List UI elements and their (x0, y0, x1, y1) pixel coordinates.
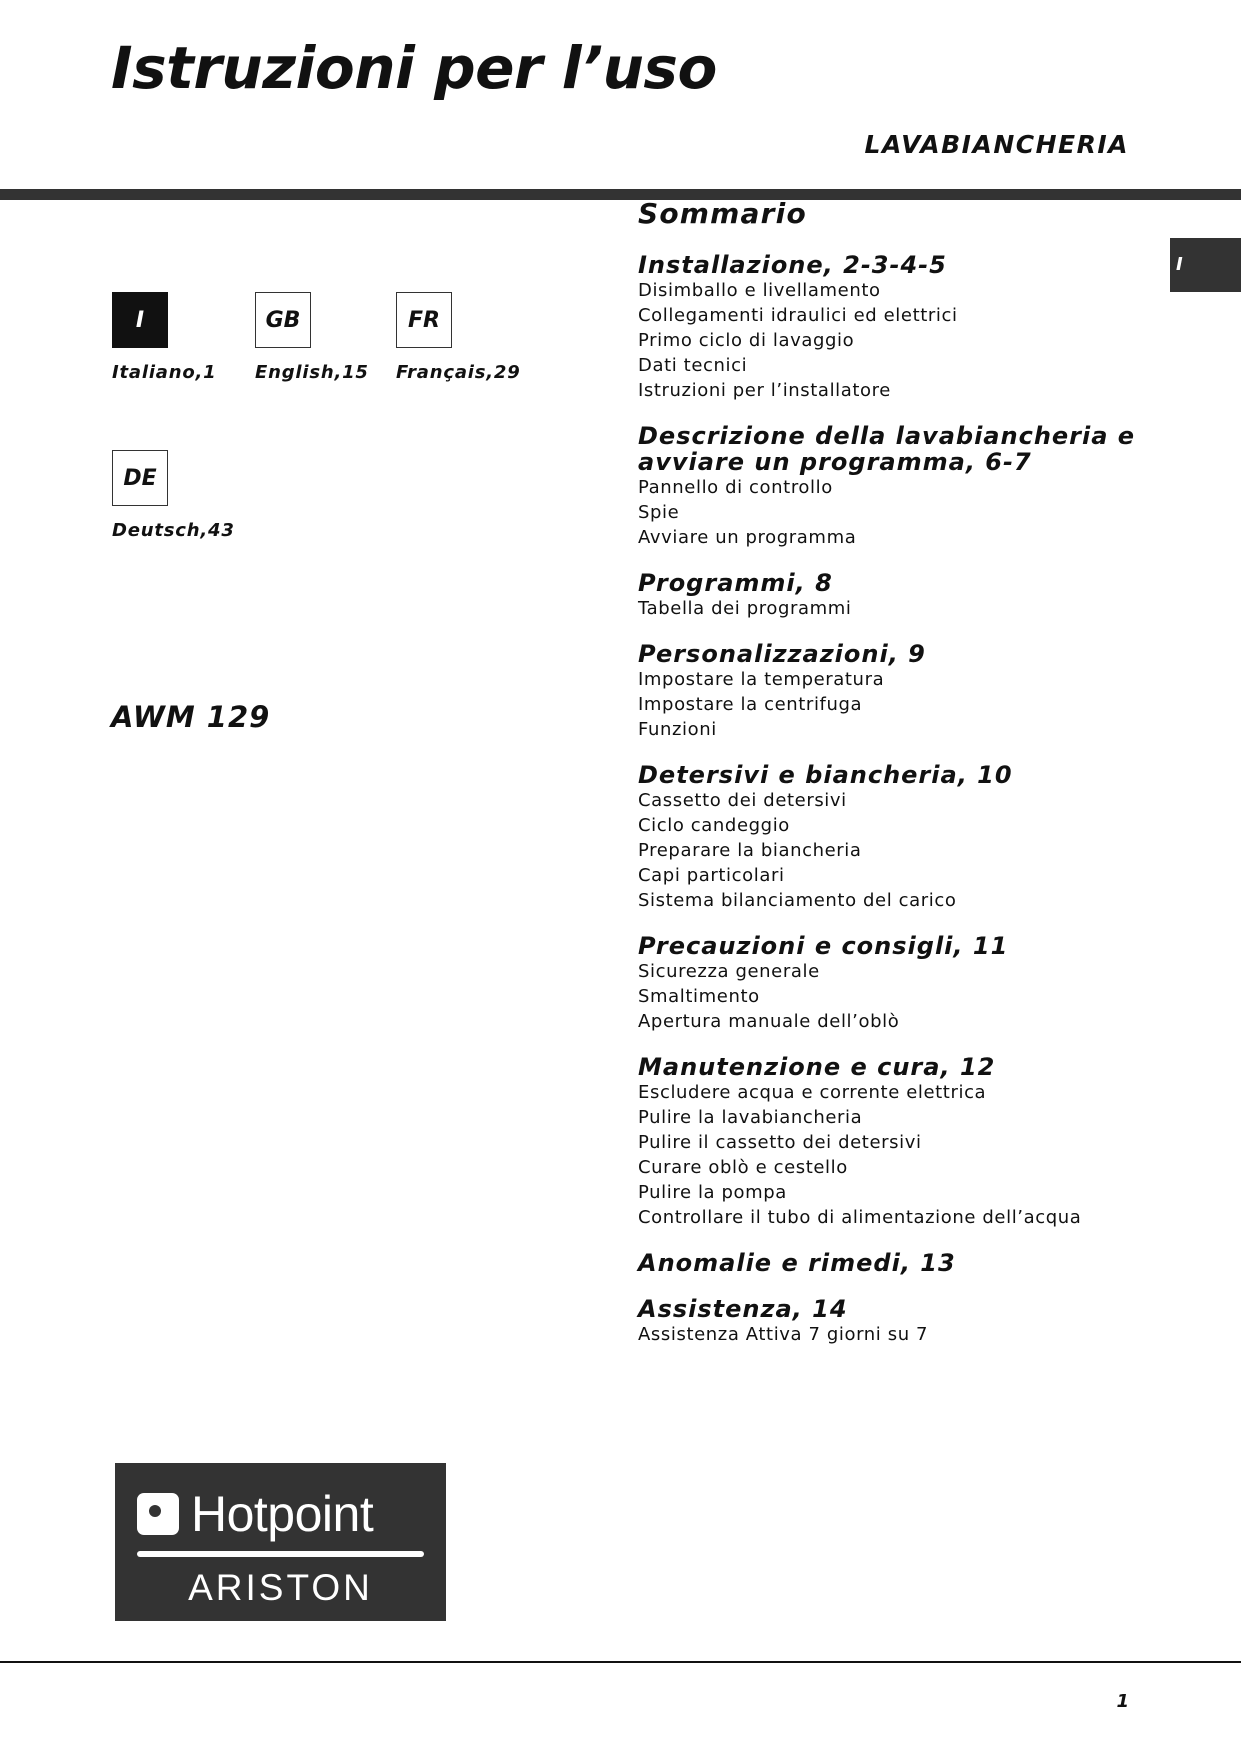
toc-section-manutenzione (638, 1054, 1158, 1230)
toc-item: Cassetto dei detersivi (638, 790, 847, 811)
toc-heading: Sommario (638, 197, 807, 230)
toc-section-detersivi (638, 762, 1158, 913)
toc-item: Istruzioni per l’installatore (638, 380, 891, 401)
toc-item: Avviare un programma (638, 527, 857, 548)
toc-item: Smaltimento (638, 986, 760, 1007)
toc-item: Collegamenti idraulici ed elettrici (638, 305, 958, 326)
toc-section-title[interactable]: Installazione, 2-3-4-5 (638, 251, 947, 279)
lang-label-de[interactable]: Deutsch,43 (112, 520, 235, 541)
toc-item: Pulire la pompa (638, 1182, 787, 1203)
toc-section-title[interactable]: Descrizione della lavabiancheria e avviare un programma, 6-7 (638, 422, 1136, 476)
footer-rule (0, 1661, 1241, 1663)
toc-section-title[interactable]: Anomalie e rimedi, 13 (638, 1249, 956, 1277)
toc-section-title[interactable]: Detersivi e biancheria, 10 (638, 761, 1013, 789)
table-of-contents (638, 194, 1158, 1367)
product-type: LAVABIANCHERIA (864, 130, 1129, 159)
page-number: 1 (1116, 1691, 1129, 1712)
toc-item: Impostare la centrifuga (638, 694, 863, 715)
lang-box-fr[interactable]: FR (396, 292, 452, 348)
language-side-tab: I (1170, 238, 1241, 292)
lang-box-de[interactable]: DE (112, 450, 168, 506)
toc-section-descrizione (638, 423, 1158, 550)
toc-item: Capi particolari (638, 865, 785, 886)
toc-item: Curare oblò e cestello (638, 1157, 848, 1178)
toc-item: Pannello di controllo (638, 477, 833, 498)
hotpoint-mark-icon (137, 1493, 179, 1535)
logo-wordmark-hotpoint: Hotpoint (191, 1486, 374, 1542)
lang-label-fr[interactable]: Français,29 (396, 362, 521, 383)
toc-section-title[interactable]: Manutenzione e cura, 12 (638, 1053, 996, 1081)
toc-item: Ciclo candeggio (638, 815, 790, 836)
logo-top-row (137, 1486, 374, 1542)
toc-section-assistenza (638, 1296, 1158, 1347)
toc-section-anomalie (638, 1250, 1158, 1276)
model-number: AWM 129 (111, 700, 271, 734)
toc-section-title[interactable]: Programmi, 8 (638, 569, 833, 597)
lang-label-gb[interactable]: English,15 (255, 362, 369, 383)
toc-item: Sistema bilanciamento del carico (638, 890, 957, 911)
logo-wordmark-ariston: ARISTON (188, 1567, 373, 1608)
toc-item: Preparare la biancheria (638, 840, 862, 861)
document-title: Istruzioni per l’uso (111, 34, 717, 102)
toc-item: Escludere acqua e corrente elettrica (638, 1082, 987, 1103)
toc-item: Dati tecnici (638, 355, 748, 376)
toc-item: Assistenza Attiva 7 giorni su 7 (638, 1324, 929, 1345)
logo-divider (137, 1551, 424, 1557)
toc-section-installazione (638, 252, 1158, 403)
brand-logo (115, 1463, 446, 1621)
toc-item: Pulire il cassetto dei detersivi (638, 1132, 922, 1153)
toc-section-personalizzazioni (638, 641, 1158, 742)
toc-item: Controllare il tubo di alimentazione dell’acqua (638, 1207, 1082, 1228)
toc-item: Sicurezza generale (638, 961, 820, 982)
toc-item: Tabella dei programmi (638, 598, 852, 619)
toc-item: Apertura manuale dell’oblò (638, 1011, 900, 1032)
toc-section-programmi (638, 570, 1158, 621)
toc-section-title[interactable]: Assistenza, 14 (638, 1295, 848, 1323)
toc-item: Impostare la temperatura (638, 669, 885, 690)
toc-item: Primo ciclo di lavaggio (638, 330, 855, 351)
toc-section-precauzioni (638, 933, 1158, 1034)
lang-label-it[interactable]: Italiano,1 (112, 362, 217, 383)
toc-item: Disimballo e livellamento (638, 280, 881, 301)
toc-item: Funzioni (638, 719, 717, 740)
lang-box-it[interactable]: I (112, 292, 168, 348)
toc-section-title[interactable]: Personalizzazioni, 9 (638, 640, 926, 668)
toc-item: Pulire la lavabiancheria (638, 1107, 863, 1128)
lang-box-gb[interactable]: GB (255, 292, 311, 348)
toc-section-title[interactable]: Precauzioni e consigli, 11 (638, 932, 1009, 960)
toc-item: Spie (638, 502, 680, 523)
